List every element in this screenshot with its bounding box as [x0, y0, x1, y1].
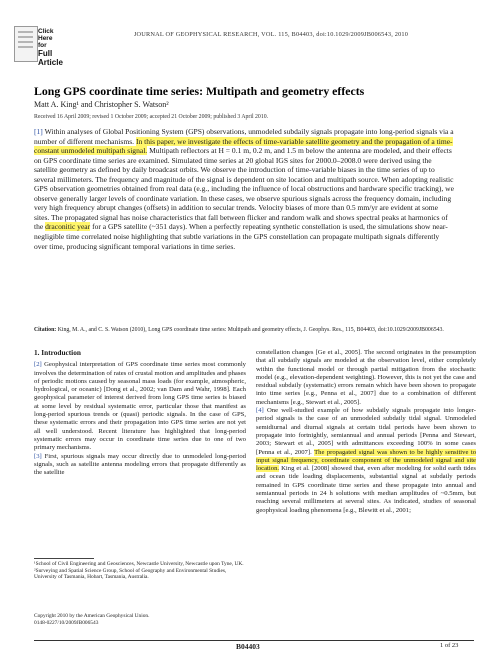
footnote-1: ¹School of Civil Engineering and Geosciences, Newcastle University, Newcastle upon Tyne, UK.	[34, 561, 244, 567]
footer-divider	[34, 640, 474, 641]
badge-line-5: Article	[38, 58, 63, 67]
paragraph-4-text-1: One well-studied example of how subdaily signals propagate into longer-period signals is the case of an unmodeled subdaily tidal signal. Unmodeled semidiurnal and diurnal signals at certain tidal periods have been shown to propagate into fortnightly, semiannual and annual periods [Penna and Stewart, 2003; Stewart et al., 2005] with admittances exceeding 100% in some cases [Penna et al., 2007].	[256, 407, 476, 456]
badge-line-2: Here	[38, 35, 53, 42]
page-number: 1 of 23	[440, 642, 459, 649]
badge-line-4: Full	[38, 49, 53, 58]
paragraph-3-continued: constellation changes [Ge et al., 2005]. The second originates in the presumption that all subdaily signals are modeled at the observation level, either completely within the functional model or through partial mitigation from the stochastic model (e.g., elevation-dependent weighting). However, this is not yet the case and residual subdaily (systematic) errors remain which have been shown to propagate into time series [e.g., Penna et al., 2007] due to a combination of different mechanisms [e.g., Stewart et al., 2005].	[256, 349, 476, 406]
badge-line-3: for	[38, 42, 47, 49]
paragraph-number: [2]	[34, 361, 42, 369]
copyright: Copyright 2010 by the American Geophysical Union.	[34, 613, 150, 619]
paragraph-3	[34, 453, 246, 478]
paragraph-4	[256, 407, 476, 515]
footnotes	[34, 561, 246, 581]
section-heading: 1. Introduction	[34, 348, 81, 357]
left-column	[34, 349, 246, 477]
copyright-block	[34, 613, 246, 626]
abstract-highlight-2: draconitic year	[45, 222, 91, 232]
citation-text: King, M. A., and C. S. Watson (2010), Long GPS coordinate time series: Multipath and geometry effects, J. Geophys. Res., 115, B04403, doi:10.1029/2009JB006543.	[57, 327, 444, 333]
footnote-2: ²Surveying and Spatial Science Group, School of Geography and Environmental Studies, University of Tasmania, Hobart, Tasmania, Australia.	[34, 567, 227, 581]
abstract	[34, 127, 454, 251]
paragraph-2-text: Geophysical interpretation of GPS coordinate time series most commonly involves the determination of rates of crustal motion and amplitudes and phases of periodic motions caused by seasonal mass loads (for example, atmospheric, hydrological, or oceanic) [Dong et al., 2002; van Dam and Wahr, 1998]. Each geophysical parameter of interest derived from long GPS time series is biased at some level by residual systematic error, particular those that manifest as long-period spurious trends or (quasi) periodic signals. In the case of GPS, these systematic errors and their propagation into GPS time series are not yet all well understood. Recent literature has highlighted that long-period systematic errors may occur in coordinate time series due to one of two primary mechanisms.	[34, 361, 246, 452]
badge-line-1: Click	[38, 28, 54, 35]
footnote-divider	[34, 558, 94, 559]
paragraph-4-text-2: King et al. [2008] showed that, even after modeling for solid earth tides and ocean tide loading displacements, substantial signal at subdaily periods remained in GPS coordinate time series and these propagate into annual and semiannual periods in 24 h solutions with median amplitudes of ~0.5mm, but reaching several millimeters at several sites. As indicated, studies of seasonal geophysical loading phenomena [e.g., Blewitt et al., 2001;	[256, 465, 476, 514]
paragraph-number: [4]	[256, 407, 264, 415]
paragraph-number: [3]	[34, 452, 42, 460]
abstract-text-3: for a GPS satellite (~351 days). When a perfectly repeating synthetic constellation is used, the simulations show near-negligible time correlated noise highlighting that subtle variations in the GPS constellation can propagate multipath signals differently over time, producing significant temporal variations in time series.	[34, 222, 448, 251]
abstract-highlight-1: In this paper, we investigate the effects of time-variable satellite geometry and the propagation of a time-constant unmodeled multipath signal.	[34, 136, 453, 156]
full-article-badge-icon[interactable]	[14, 26, 38, 62]
right-column	[256, 349, 476, 515]
abstract-text-2: Multipath reflectors at H = 0.1 m, 0.2 m, and 1.5 m below the antenna are modeled, and their effects on GPS coordinate time series are examined. Simulated time series at 20 global IGS sites for 2000.0–2008.0 were derived using the satellite geometry as defined by daily broadcast orbits. We observe the introduction of time-variable biases in the time series of up to several millimeters. The frequency and magnitude of the signal is dependent on site location and multipath source. When adopting realistic GPS observation geometries obtained from real data (e.g., including the influence of local obstructions and hardware specific tracking), we observe generally larger levels of coordinate variation. In these cases, we observe spurious signals across the frequency domain, including very high frequency abrupt changes (offsets) in addition to secular trends. Velocity biases of more than 0.5 mm/yr are evident at some sites. The propagated signal has noise characteristics that fall between flicker and random walk and shows spectral peaks at harmonics of the	[34, 146, 454, 232]
issn: 0148-0227/10/2009JB006543	[34, 619, 99, 626]
paragraph-2	[34, 361, 246, 452]
citation	[34, 326, 474, 334]
abstract-text-1: Within analyses of Global Positioning System (GPS) observations, unmodeled subdaily signals propagate into long-period signals via a number of different mechanisms.	[34, 127, 454, 146]
citation-label: Citation:	[34, 327, 57, 333]
received-dates: Received 16 April 2009; revised 1 October 2009; accepted 21 October 2009; published 3 April 2010.	[34, 114, 269, 120]
journal-header: JOURNAL OF GEOPHYSICAL RESEARCH, VOL. 115, B04403, doi:10.1029/2009JB006543, 2010	[133, 31, 409, 38]
article-title: Long GPS coordinate time series: Multipath and geometry effects	[34, 84, 365, 98]
article-authors: Matt A. King¹ and Christopher S. Watson²	[34, 100, 169, 109]
paragraph-3-text: First, spurious signals may occur directly due to unmodeled long-period signals, such as satellite antenna modeling errors that propagate differently as the satellite	[34, 452, 246, 477]
paragraph-4-highlight: The propagated signal was shown to be highly sensitive to input signal frequency, coordinate component of the unmodeled signal and site location.	[256, 448, 477, 473]
paragraph-number: [1]	[34, 127, 43, 136]
article-code: B04403	[236, 642, 260, 651]
